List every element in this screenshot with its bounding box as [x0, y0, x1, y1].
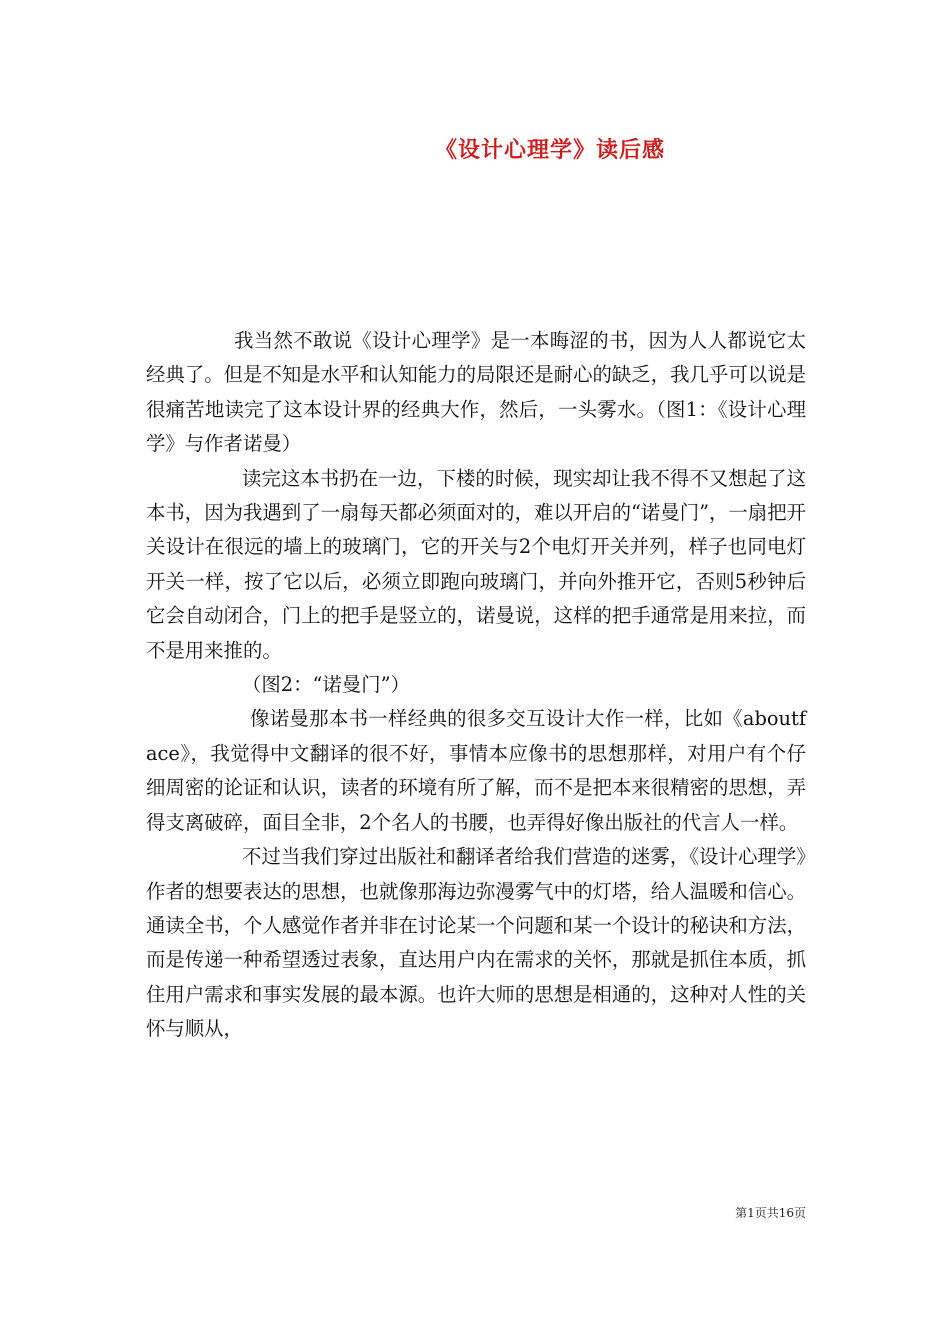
paragraph-1: 我当然不敢说《设计心理学》是一本晦涩的书，因为人人都说它太经典了。但是不知是水平和认知能力的局限还是耐心的缺乏，我几乎可以说是很痛苦地读完了这本设计界的经典大作，然后，一头雾水。（图1：《设计心理学》与作者诺曼）	[146, 329, 806, 456]
paragraph-3: 像诺曼那本书一样经典的很多交互设计大作一样，比如《aboutface》，我觉得中文翻译的很不好，事情本应像书的思想那样，对用户有个仔细周密的论证和认识，读者的环境有所了解，而不是把本来很精密的思想，弄得支离破碎，面目全非，2个名人的书腰，也弄得好像出版社的代言人一样。	[146, 707, 806, 834]
figure-caption: （图2：“诺曼门”）	[242, 673, 410, 697]
paragraph-2: 读完这本书扔在一边，下楼的时候，现实却让我不得不又想起了这本书，因为我遇到了一扇每天都必须面对的，难以开启的“诺曼门”，一扇把开关设计在很远的墙上的玻璃门，它的开关与2个电灯开关并列，样子也同电灯开关一样，按了它以后，必须立即跑向玻璃门，并向外推开它，否则5秒钟后它会自动闭合，门上的把手是竖立的，诺曼说，这样的把手通常是用来拉，而不是用来推的。	[146, 466, 806, 662]
page-title: 《设计心理学》读后感	[434, 137, 665, 163]
document-body	[146, 324, 806, 1047]
paragraph-4: 不过当我们穿过出版社和翻译者给我们营造的迷雾，《设计心理学》作者的想要表达的思想，也就像那海边弥漫雾气中的灯塔，给人温暖和信心。通读全书，个人感觉作者并非在讨论某一个问题和某一个设计的秘诀和方法，而是传递一种希望透过表象，直达用户内在需求的关怀，那就是抓住本质，抓住用户需求和事实发展的最本源。也许大师的思想是相通的，这种对人性的关怀与顺从，	[146, 845, 806, 1041]
page-number: 第1页共16页	[735, 1206, 806, 1220]
